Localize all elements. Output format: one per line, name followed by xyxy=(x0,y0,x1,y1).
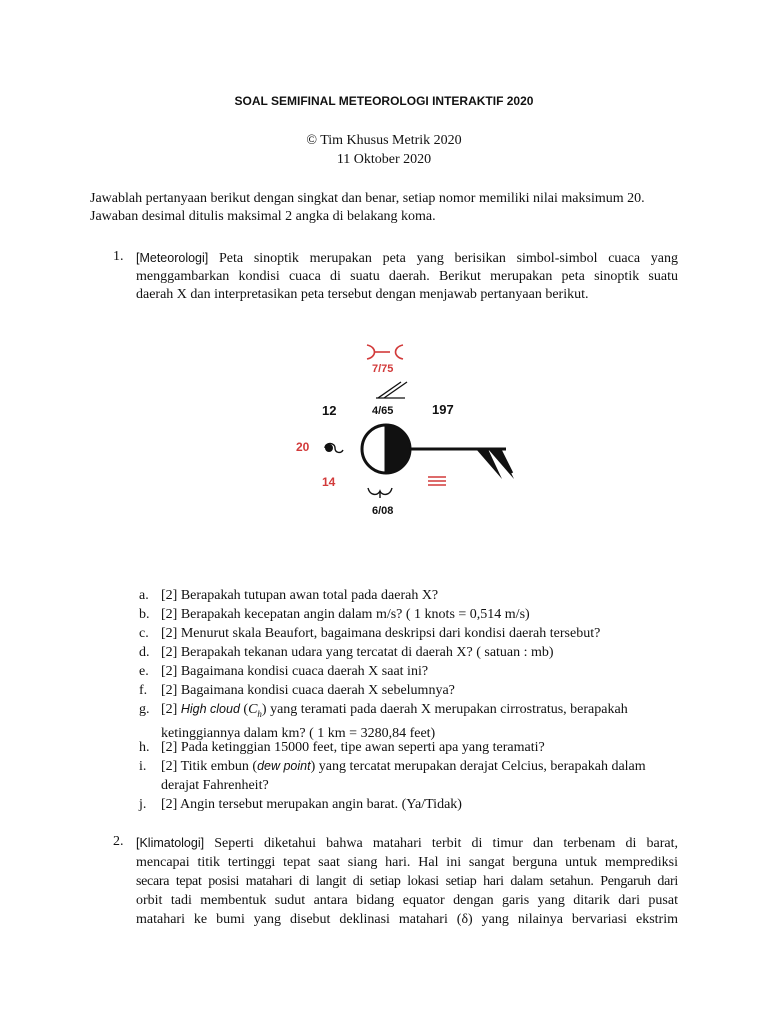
question-1-number: 1. xyxy=(113,249,124,264)
mid-cloud-symbol-icon xyxy=(378,382,401,398)
visibility-value: 14 xyxy=(322,475,336,489)
question-2-line-3: secara tepat posisi matahari di langit di setiap lokasi setiap hari dalam setahun. Pengaruh dari xyxy=(136,874,678,889)
high-cloud-code: 7/75 xyxy=(372,363,394,375)
list-item: g. [2] High cloud $(C_h)$ yang teramati pada daerah X merupakan cirrostratus, berapakah ketinggiannya dalam km? ( 1 km = 3280,84 feet) xyxy=(139,702,628,741)
question-2-text xyxy=(136,834,678,929)
instructions-line-1: Jawablah pertanyaan berikut dengan singkat dan benar, setiap nomor memiliki nilai maksimum 20. xyxy=(90,191,645,206)
instructions-line-2: Jawaban desimal ditulis maksimal 2 angka di belakang koma. xyxy=(90,209,436,224)
list-item: i. [2] Titik embun (dew point) yang tercatat merupakan derajat Celcius, berapakah dalam derajat Fahrenheit? xyxy=(139,759,646,793)
question-2-line-2: mencapai titik tertinggi tepat saat siang hari. Hal ini sangat berguna untuk memprediksi xyxy=(136,855,678,870)
pressure-value: 197 xyxy=(432,402,454,417)
question-1-items: a. [2] Berapakah tutupan awan total pada daerah X? b. [2] Berapakah kecepatan angin dalam m/s? ( 1 knots = 0,514 m/s) c. [2] Menurut skala Beaufort, bagaimana deskripsi dari kondisi daerah tersebut? d. [2] Berapakah tekanan udara yang tercatat di daerah X? ( satuan : mb) e. [2] Bagaimana kondisi cuaca daerah X saat ini? f. [2] Bagaimana kondisi cuaca daerah X sebelumnya? g. [2] High cloud $(C_h)$ yang teramati pada daerah X merupakan cirrostratus, berapakah ketinggiannya dalam km? ( 1 km = 3280,84 feet) h. [2] Pada ketinggian 15000 feet, tipe awan seperti apa yang teramati? i. [2] Titik embun (dew point) yang tercatat merupakan derajat Celcius, berapakah dalam derajat Fahrenheit? j. [2] Angin tersebut merupakan angin barat. (Ya/Tidak) xyxy=(139,586,699,818)
copyright-line: © Tim Khusus Metrik 2020 xyxy=(306,133,462,148)
question-2-number: 2. xyxy=(113,834,124,849)
question-2-tag: [Klimatologi] xyxy=(136,836,205,850)
dew-point-value: 20 xyxy=(296,440,310,454)
date-line: 11 Oktober 2020 xyxy=(336,152,432,167)
question-2-line-1: [Klimatologi] Seperti diketahui bahwa matahari terbit di timur dan terbenam di barat, xyxy=(136,836,678,851)
question-1-line-2: menggambarkan kondisi cuaca di suatu daerah. Berikut merupakan peta sinoptik suatu xyxy=(136,269,678,284)
question-2-line-4: orbit tadi membentuk sudut antara bidang equator dengan garis yang ditarik dari pusat xyxy=(136,893,678,908)
question-1-line-1: [Meteorologi] Peta sinoptik merupakan peta yang berisikan simbol-simbol cuaca yang xyxy=(136,251,678,266)
question-1-tag: [Meteorologi] xyxy=(136,251,209,265)
station-model-figure xyxy=(280,338,540,528)
low-cloud-code: 6/08 xyxy=(372,505,394,517)
page-title: SOAL SEMIFINAL METEOROLOGI INTERAKTIF 2020 xyxy=(234,94,534,108)
station-model-diagram xyxy=(280,338,540,528)
high-cloud-symbol-icon xyxy=(367,345,375,359)
question-1-line-3: daerah X dan interpretasikan peta tersebut dengan menjawab pertanyaan berikut. xyxy=(136,287,589,302)
question-2-line-5: matahari ke bumi yang disebut deklinasi matahari (δ) yang nilainya bervariasi ekstrim xyxy=(136,912,678,927)
question-1-text xyxy=(136,249,678,304)
instructions xyxy=(90,190,678,226)
mid-cloud-code: 4/65 xyxy=(372,405,394,417)
temperature-value: 12 xyxy=(322,403,337,418)
